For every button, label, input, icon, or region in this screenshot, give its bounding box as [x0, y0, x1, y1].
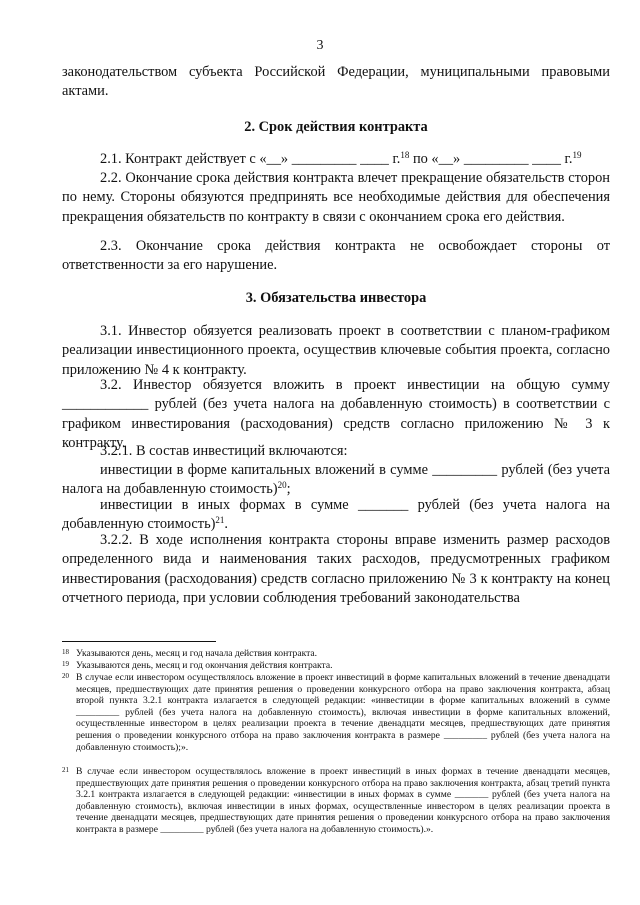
intro-paragraph: законодательством субъекта Российской Федерации, муниципальными правовыми актами.: [62, 64, 610, 100]
section-3-heading: 3. Обязательства инвестора: [245, 290, 427, 306]
clause-2-1-mid: по «__» _________ ____ г.: [409, 151, 573, 167]
clause-2-1: [62, 150, 610, 169]
clause-3-2: 3.2. Инвестор обязуется вложить в проект инвестиции на общую сумму ____________ рублей (без учета налога на добавленную стоимость) в соответствии с графиком инвестирования (расходования) средств согласно приложению № 3 к контракту.: [62, 377, 610, 451]
footnote-18: 18 Указываются день, месяц и год начала действия контракта.: [62, 648, 318, 659]
clause-3-2-2: 3.2.2. В ходе исполнения контракта стороны вправе изменить размер расходов определенного вида и наименования таких расходов, предусмотренных графиком инвестирования (расходования) средств согласно приложению № 3 к контракту на конец отчетного периода, при условии соблюдения требований законодательства: [62, 532, 610, 606]
section-2-heading: 2. Срок действия контракта: [244, 119, 428, 135]
footnote-ref-20: 20: [277, 480, 287, 491]
clause-3-1: 3.1. Инвестор обязуется реализовать проект в соответствии с планом-графиком реализации инвестиционного проекта, осуществив ключевые события проекта, согласно приложению № 4 к контракту.: [62, 323, 610, 378]
clause-2-3: 2.3. Окончание срока действия контракта не освобождает стороны от ответственности за его нарушение.: [62, 238, 610, 274]
footnote-19: 19 Указываются день, месяц и год окончания действия контракта.: [62, 660, 333, 671]
clause-3-2-1-capital: инвестиции в форме капитальных вложений в сумме _________ рублей (без учета налога на добавленную стоимость)$^{20}$;: [62, 462, 610, 498]
clause-3-2-1: 3.2.1. В состав инвестиций включаются:: [100, 443, 348, 459]
clause-2-1-text: 2.1. Контракт действует с «__» _________ ____ г.: [100, 151, 401, 167]
footnote-ref-19: 19: [572, 150, 582, 160]
clause-2-2: 2.2. Окончание срока действия контракта влечет прекращение обязательств сторон по нему. Стороны обязуются предпринять все необходимые действия для обеспечения прекращения обязательств по контракту в связи с окончанием срока его действия.: [62, 170, 610, 225]
footnote-ref-21: 21: [215, 515, 225, 526]
footnote-20: 20 В случае если инвестором осуществлялось вложение в проект инвестиций в форме капитальных вложений в течение двенадцати месяцев, предшествующих дате принятия решения о проведении конкурсного отбора на право заключения контракта, абзац второй пункта 3.2.1 контракта излагается в следующей редакции: «инвестиции в форме капитальных вложений в сумме _________ рублей (без учета налога на добавленную стоимость), включая инвестиции в форме капитальных вложений, осуществленные инвестором в целях реализации проекта в течение двенадцати месяцев, предшествующих дате принятия решения о проведении конкурсного отбора на право заключения контракта в размере _________ рублей (без учета налога на добавленную стоимость);».: [62, 672, 610, 753]
footnote-21: 21 В случае если инвестором осуществлялось вложение в проект инвестиций в иных формах в течение двенадцати месяцев, предшествующих дате принятия решения о проведении конкурсного отбора на право заключения контракта, абзац третий пункта 3.2.1 контракта излагается в следующей редакции: «инвестиции в иных формах в сумме _______ рублей (без учета налога на добавленную стоимость), включая инвестиции в иных формах, осуществленные инвестором в целях реализации проекта в течение двенадцати месяцев, предшествующих дате принятия решения о проведении конкурсного отбора на право заключения контракта в размере _________ рублей (без учета налога на добавленную стоимость).».: [62, 766, 610, 835]
clause-3-2-1-other: инвестиции в иных формах в сумме _______ рублей (без учета налога на добавленную стоимость)$^{21}$.: [62, 497, 610, 533]
page-number: 3: [316, 38, 324, 53]
footnote-separator: [62, 641, 216, 642]
footnote-ref-18: 18: [400, 150, 410, 160]
